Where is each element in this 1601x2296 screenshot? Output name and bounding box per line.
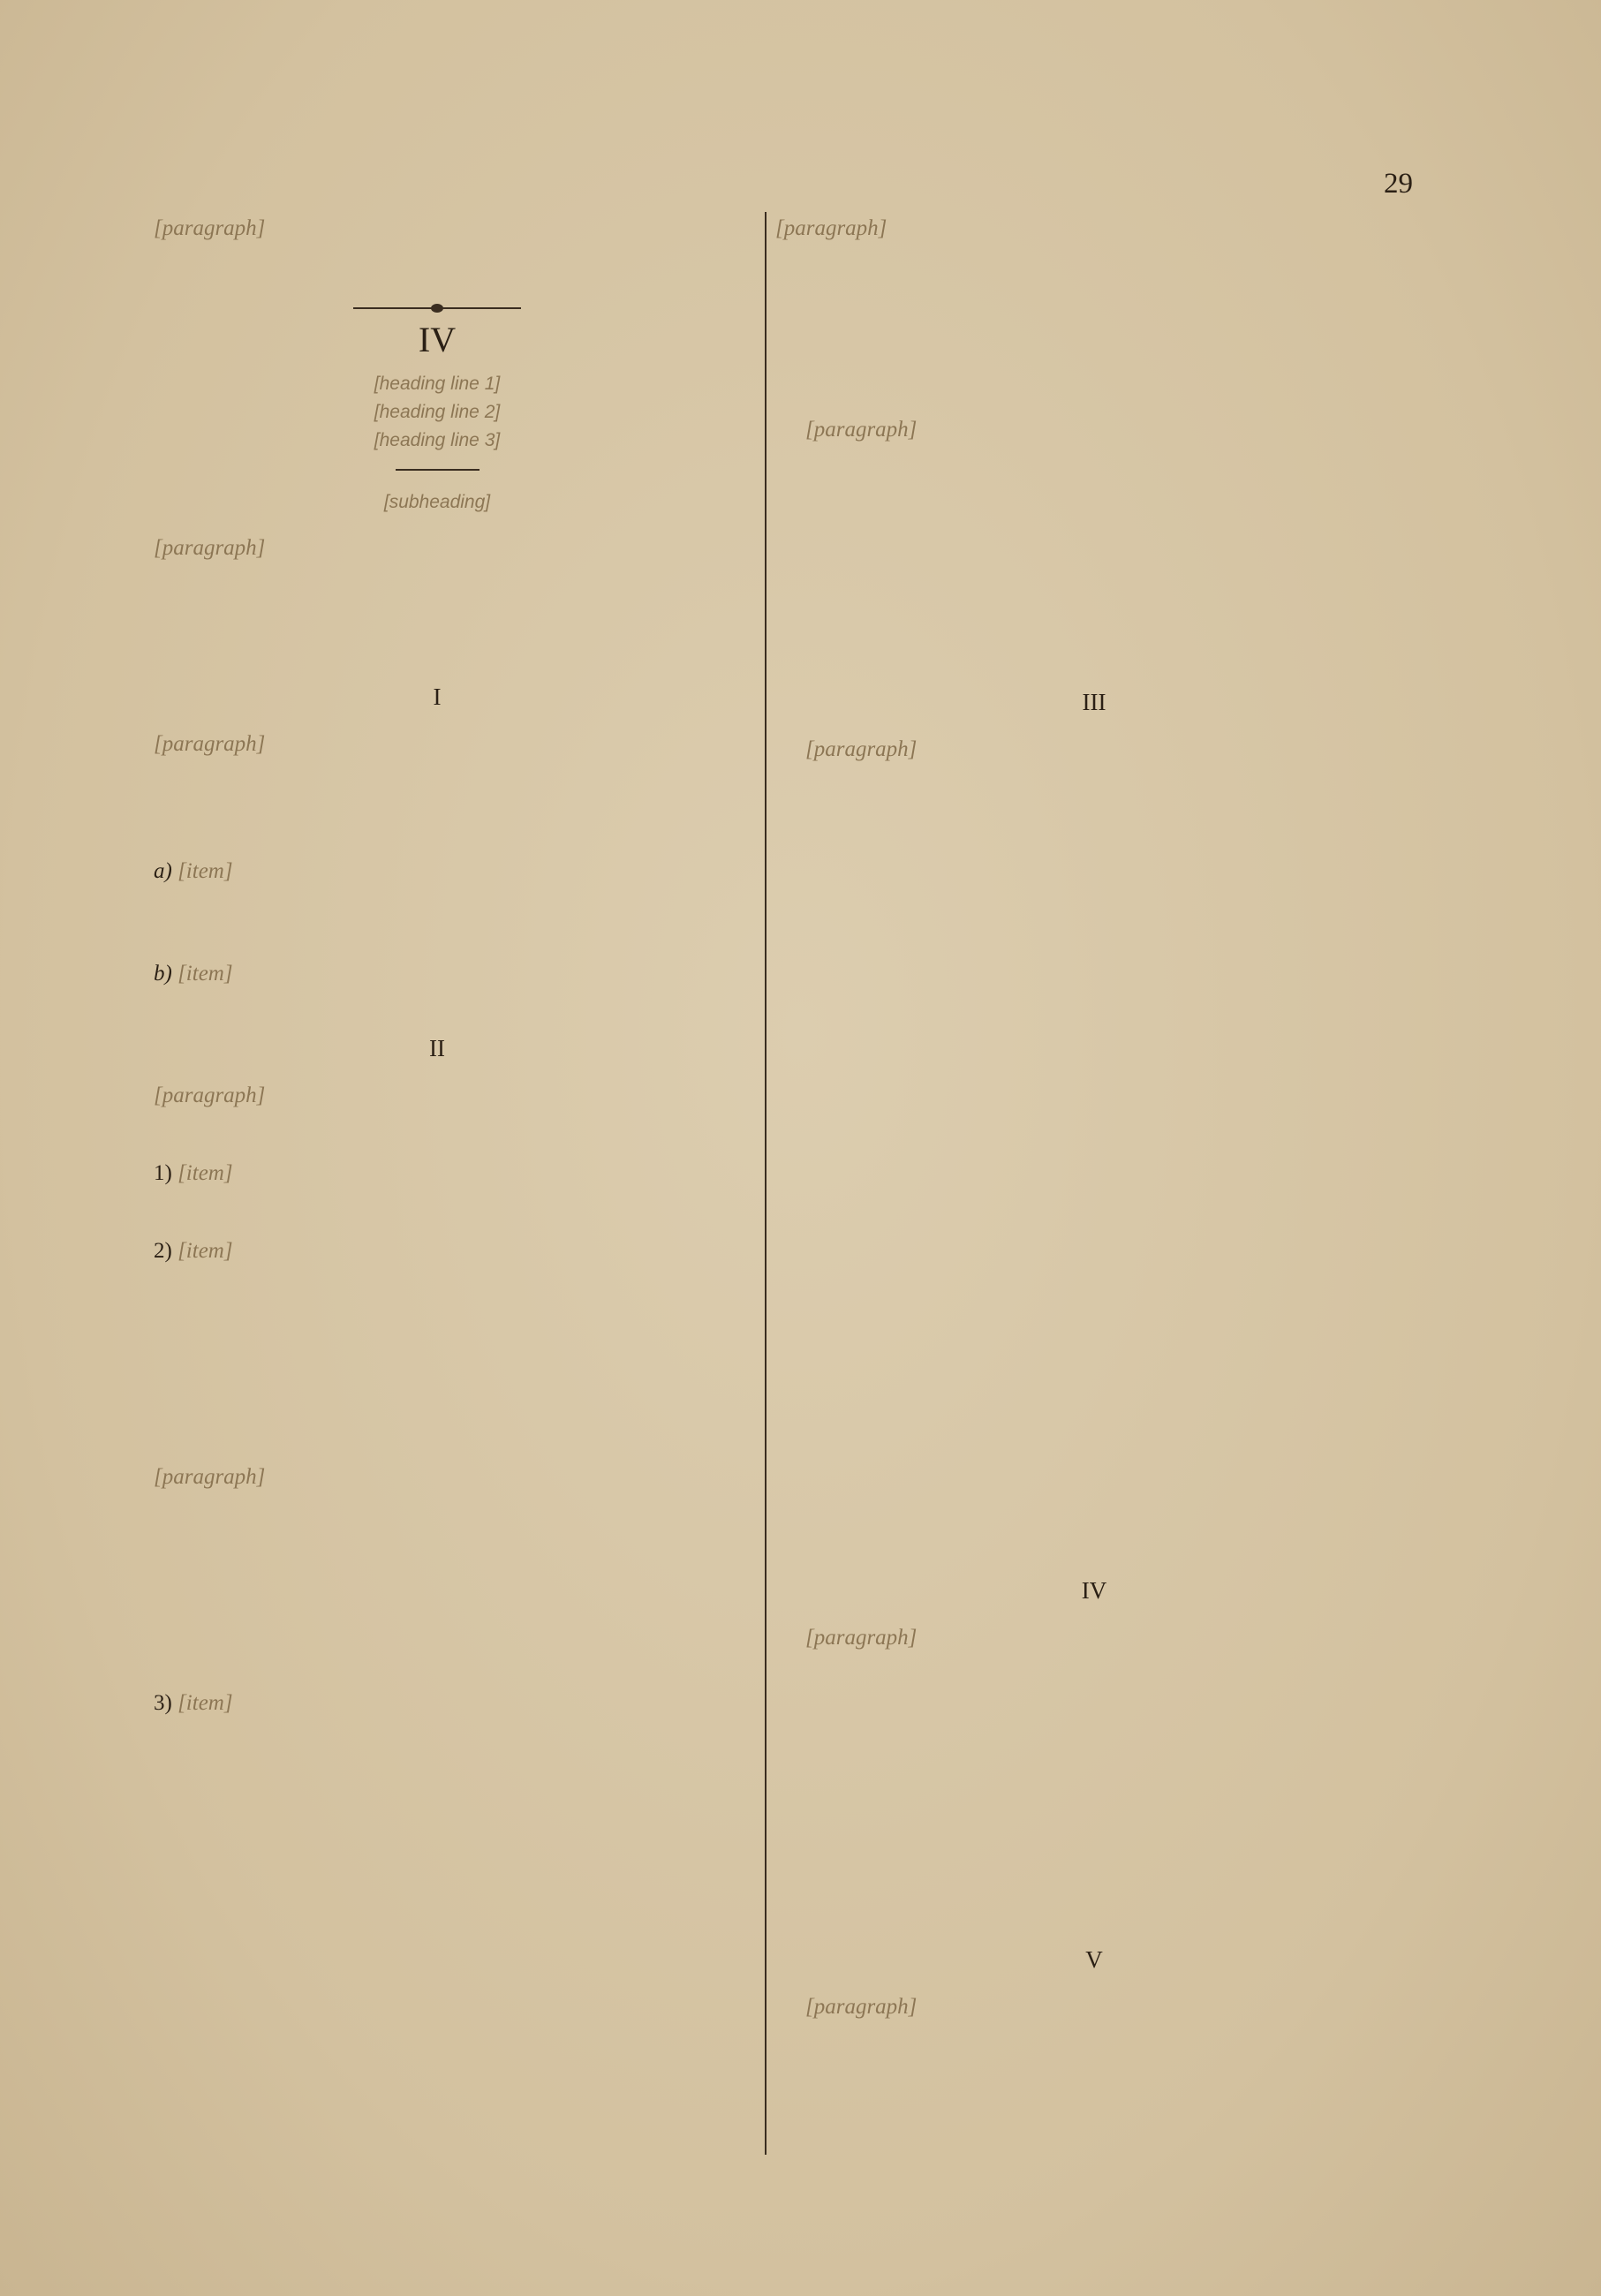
paragraph: [paragraph] (154, 1084, 266, 1107)
item-text: [item] (177, 1239, 233, 1263)
item-text: [item] (177, 1691, 233, 1715)
heading-line: [heading line 2] (374, 402, 501, 422)
section-numeral: II (429, 1035, 445, 1061)
item-marker: 1) (154, 1161, 172, 1185)
section-numeral: I (433, 684, 442, 710)
item-marker: a) (154, 859, 172, 883)
section-numeral: III (1082, 689, 1106, 715)
list-item (124, 859, 751, 958)
paragraph: [paragraph] (775, 216, 887, 240)
page-header (124, 168, 1413, 212)
section-numeral: IV (1081, 1577, 1107, 1604)
right-column (775, 216, 1413, 2097)
subheading: [subheading] (383, 492, 491, 512)
paragraph: [paragraph] (154, 732, 266, 756)
item-marker: b) (154, 962, 172, 986)
paragraph: [paragraph] (805, 1626, 918, 1650)
ornament-divider (124, 291, 751, 315)
item-marker: 2) (154, 1239, 172, 1263)
left-column (124, 216, 751, 1892)
section-heading (124, 370, 751, 455)
item-text: [item] (177, 859, 233, 883)
item-text: [item] (177, 1161, 233, 1185)
list-item (124, 962, 751, 1011)
list-item (124, 1161, 751, 1235)
paragraph: [paragraph] (154, 536, 266, 560)
list-item (124, 1691, 751, 1889)
item-text: [item] (177, 962, 233, 986)
list-item (124, 1239, 751, 1461)
short-rule (396, 469, 480, 471)
section-numeral: V (1085, 1946, 1103, 1973)
paragraph: [paragraph] (805, 1995, 918, 2019)
column-divider (765, 212, 767, 2155)
paragraph: [paragraph] (154, 216, 266, 240)
heading-line: [heading line 3] (374, 430, 501, 450)
page-number: 29 (1384, 168, 1413, 200)
section-numeral: IV (418, 320, 457, 359)
paragraph: [paragraph] (805, 418, 918, 442)
paragraph: [paragraph] (154, 1465, 266, 1489)
paragraph: [paragraph] (805, 737, 918, 761)
heading-line: [heading line 1] (374, 374, 501, 394)
item-marker: 3) (154, 1691, 172, 1715)
